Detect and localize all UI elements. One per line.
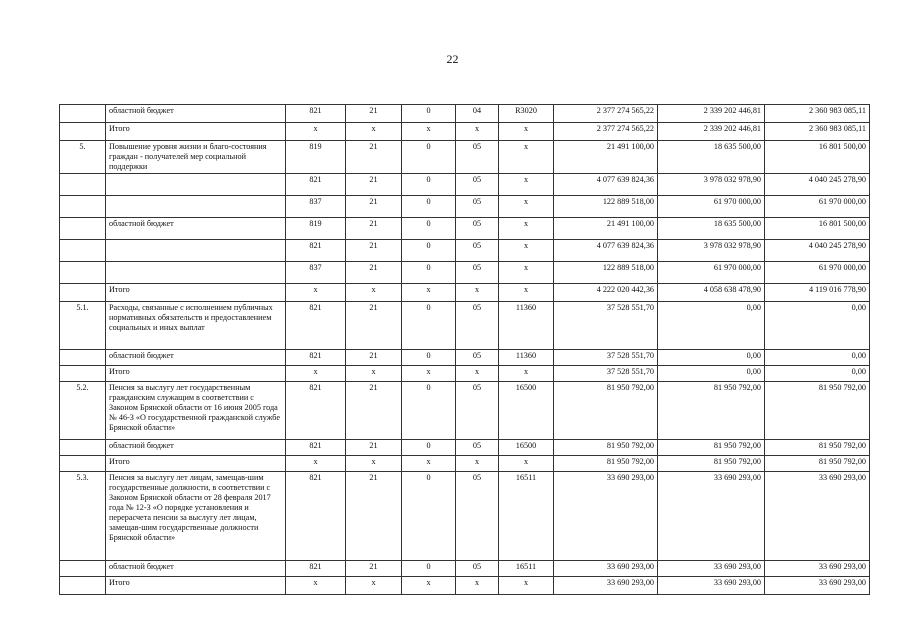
code-direction: х (499, 123, 554, 141)
row-index (60, 262, 106, 284)
code-program: 21 (346, 240, 402, 262)
code-event: х (456, 123, 499, 141)
code-program: 21 (346, 350, 402, 366)
amount-year-2: 18 635 500,00 (658, 141, 765, 174)
code-subprogram: х (402, 123, 456, 141)
amount-year-2: 81 950 792,00 (658, 456, 765, 472)
code-direction: х (499, 174, 554, 196)
code-subprogram: 0 (402, 350, 456, 366)
code-event: х (456, 366, 499, 382)
code-subprogram: 0 (402, 302, 456, 350)
code-direction: х (499, 577, 554, 595)
table-row (60, 561, 870, 577)
code-event: 05 (456, 440, 499, 456)
amount-year-2: 3 978 032 978,90 (658, 174, 765, 196)
code-gp: 821 (286, 105, 346, 123)
amount-year-1: 122 889 518,00 (554, 262, 658, 284)
amount-year-1: 2 377 274 565,22 (554, 105, 658, 123)
page-number: 22 (446, 52, 459, 66)
amount-year-1: 122 889 518,00 (554, 196, 658, 218)
code-subprogram: х (402, 284, 456, 302)
code-gp: 821 (286, 440, 346, 456)
row-index: 5.3. (60, 472, 106, 561)
code-gp: х (286, 123, 346, 141)
row-index (60, 577, 106, 595)
row-description: Итого (106, 456, 286, 472)
code-gp: 821 (286, 472, 346, 561)
amount-year-2: 0,00 (658, 302, 765, 350)
code-gp: х (286, 577, 346, 595)
row-description: Итого (106, 366, 286, 382)
amount-year-1: 21 491 100,00 (554, 218, 658, 240)
table-row (60, 440, 870, 456)
amount-year-3: 61 970 000,00 (765, 196, 870, 218)
row-description: областной бюджет (106, 218, 286, 240)
row-description: Итого (106, 284, 286, 302)
code-gp: 821 (286, 240, 346, 262)
code-subprogram: 0 (402, 561, 456, 577)
row-description: Итого (106, 577, 286, 595)
code-subprogram: 0 (402, 472, 456, 561)
code-direction: 11360 (499, 350, 554, 366)
amount-year-1: 2 377 274 565,22 (554, 123, 658, 141)
row-description (106, 240, 286, 262)
code-event: 05 (456, 174, 499, 196)
amount-year-3: 61 970 000,00 (765, 262, 870, 284)
code-direction: х (499, 196, 554, 218)
row-index (60, 218, 106, 240)
row-index: 5.2. (60, 382, 106, 440)
amount-year-3: 4 119 016 778,90 (765, 284, 870, 302)
amount-year-2: 33 690 293,00 (658, 561, 765, 577)
amount-year-1: 37 528 551,70 (554, 302, 658, 350)
table-row (60, 105, 870, 123)
code-program: 21 (346, 440, 402, 456)
code-event: х (456, 577, 499, 595)
amount-year-3: 81 950 792,00 (765, 440, 870, 456)
code-program: 21 (346, 196, 402, 218)
amount-year-2: 61 970 000,00 (658, 196, 765, 218)
code-direction: х (499, 284, 554, 302)
row-description: Итого (106, 123, 286, 141)
amount-year-1: 4 077 639 824,36 (554, 240, 658, 262)
code-direction: 16500 (499, 440, 554, 456)
code-subprogram: 0 (402, 218, 456, 240)
code-subprogram: 0 (402, 174, 456, 196)
amount-year-3: 4 040 245 278,90 (765, 174, 870, 196)
amount-year-3: 81 950 792,00 (765, 382, 870, 440)
code-event: 05 (456, 350, 499, 366)
code-subprogram: 0 (402, 382, 456, 440)
amount-year-2: 0,00 (658, 350, 765, 366)
amount-year-1: 33 690 293,00 (554, 561, 658, 577)
code-event: 04 (456, 105, 499, 123)
budget-table (59, 104, 870, 595)
amount-year-3: 33 690 293,00 (765, 472, 870, 561)
table-row (60, 456, 870, 472)
amount-year-1: 81 950 792,00 (554, 382, 658, 440)
code-event: 05 (456, 240, 499, 262)
code-program: х (346, 577, 402, 595)
table-row (60, 284, 870, 302)
code-event: х (456, 284, 499, 302)
code-program: 21 (346, 561, 402, 577)
amount-year-2: 2 339 202 446,81 (658, 105, 765, 123)
code-program: х (346, 366, 402, 382)
code-direction: х (499, 366, 554, 382)
amount-year-2: 81 950 792,00 (658, 382, 765, 440)
table-row (60, 196, 870, 218)
code-subprogram: х (402, 366, 456, 382)
amount-year-2: 0,00 (658, 366, 765, 382)
row-description (106, 196, 286, 218)
amount-year-1: 81 950 792,00 (554, 440, 658, 456)
code-gp: 821 (286, 350, 346, 366)
amount-year-1: 37 528 551,70 (554, 366, 658, 382)
table-row (60, 472, 870, 561)
code-direction: 11360 (499, 302, 554, 350)
code-direction: х (499, 456, 554, 472)
row-index (60, 105, 106, 123)
table-row (60, 240, 870, 262)
table-row (60, 174, 870, 196)
row-description: Расходы, связанные с исполнением публичных нормативных обязательств и предоставлением социальных и иных выплат (106, 302, 286, 350)
amount-year-2: 2 339 202 446,81 (658, 123, 765, 141)
code-direction: х (499, 240, 554, 262)
row-index (60, 123, 106, 141)
row-description: областной бюджет (106, 350, 286, 366)
row-description: областной бюджет (106, 561, 286, 577)
code-program: 21 (346, 141, 402, 174)
code-subprogram: 0 (402, 196, 456, 218)
code-gp: х (286, 284, 346, 302)
code-direction: 16511 (499, 472, 554, 561)
row-description: Повышение уровня жизни и благо-состояния граждан - получателей мер социальной поддержки (106, 141, 286, 174)
row-description: областной бюджет (106, 440, 286, 456)
code-direction: х (499, 218, 554, 240)
amount-year-1: 33 690 293,00 (554, 472, 658, 561)
amount-year-3: 0,00 (765, 302, 870, 350)
amount-year-2: 4 058 638 478,90 (658, 284, 765, 302)
code-gp: 819 (286, 218, 346, 240)
table-row (60, 382, 870, 440)
code-event: 05 (456, 302, 499, 350)
row-index (60, 366, 106, 382)
row-index (60, 561, 106, 577)
row-index (60, 196, 106, 218)
amount-year-2: 81 950 792,00 (658, 440, 765, 456)
code-gp: 837 (286, 262, 346, 284)
code-event: 05 (456, 196, 499, 218)
amount-year-3: 81 950 792,00 (765, 456, 870, 472)
row-description: Пенсия за выслугу лет государственным гражданским служащим в соответствии с Законом Брянской области от 16 июня 2005 года № 46-З «О государственной гражданской службе Брянской области» (106, 382, 286, 440)
code-program: 21 (346, 262, 402, 284)
amount-year-1: 33 690 293,00 (554, 577, 658, 595)
amount-year-3: 16 801 500,00 (765, 141, 870, 174)
table-row (60, 262, 870, 284)
amount-year-3: 4 040 245 278,90 (765, 240, 870, 262)
code-program: х (346, 123, 402, 141)
amount-year-3: 33 690 293,00 (765, 577, 870, 595)
amount-year-1: 21 491 100,00 (554, 141, 658, 174)
code-direction: 16511 (499, 561, 554, 577)
row-index (60, 284, 106, 302)
amount-year-3: 0,00 (765, 350, 870, 366)
code-gp: х (286, 366, 346, 382)
code-gp: 821 (286, 382, 346, 440)
code-gp: х (286, 456, 346, 472)
amount-year-3: 33 690 293,00 (765, 561, 870, 577)
code-subprogram: 0 (402, 105, 456, 123)
code-gp: 837 (286, 196, 346, 218)
table-row (60, 123, 870, 141)
amount-year-1: 4 222 020 442,36 (554, 284, 658, 302)
amount-year-2: 33 690 293,00 (658, 577, 765, 595)
code-subprogram: 0 (402, 440, 456, 456)
code-program: 21 (346, 382, 402, 440)
amount-year-2: 33 690 293,00 (658, 472, 765, 561)
code-program: х (346, 456, 402, 472)
amount-year-1: 81 950 792,00 (554, 456, 658, 472)
code-event: 05 (456, 382, 499, 440)
code-gp: 819 (286, 141, 346, 174)
table-row (60, 302, 870, 350)
row-description (106, 174, 286, 196)
amount-year-1: 4 077 639 824,36 (554, 174, 658, 196)
amount-year-3: 16 801 500,00 (765, 218, 870, 240)
table-row (60, 141, 870, 174)
code-direction: х (499, 262, 554, 284)
code-direction: 16500 (499, 382, 554, 440)
row-index: 5. (60, 141, 106, 174)
row-index (60, 174, 106, 196)
row-index (60, 350, 106, 366)
row-description: Пенсия за выслугу лет лицам, замещав-шим государственные должности, в соответствии с Законом Брянской области от 28 февраля 2017 года № 12-З «О порядке установления и перерасчета пенсии за выслугу лет лицам, замещав-шим государственные должности Брянской области» (106, 472, 286, 561)
table-row (60, 577, 870, 595)
code-program: 21 (346, 105, 402, 123)
code-program: 21 (346, 472, 402, 561)
row-index: 5.1. (60, 302, 106, 350)
row-index (60, 440, 106, 456)
amount-year-3: 2 360 983 085,11 (765, 105, 870, 123)
row-description (106, 262, 286, 284)
code-gp: 821 (286, 561, 346, 577)
code-subprogram: х (402, 456, 456, 472)
table-row (60, 350, 870, 366)
code-event: 05 (456, 472, 499, 561)
code-gp: 821 (286, 174, 346, 196)
row-description: областной бюджет (106, 105, 286, 123)
row-index (60, 456, 106, 472)
code-program: х (346, 284, 402, 302)
code-subprogram: 0 (402, 262, 456, 284)
row-index (60, 240, 106, 262)
code-subprogram: х (402, 577, 456, 595)
code-program: 21 (346, 218, 402, 240)
code-event: 05 (456, 218, 499, 240)
budget-table-body (60, 105, 870, 595)
amount-year-2: 61 970 000,00 (658, 262, 765, 284)
table-row (60, 366, 870, 382)
code-program: 21 (346, 174, 402, 196)
amount-year-3: 0,00 (765, 366, 870, 382)
amount-year-2: 3 978 032 978,90 (658, 240, 765, 262)
code-gp: 821 (286, 302, 346, 350)
code-subprogram: 0 (402, 240, 456, 262)
code-program: 21 (346, 302, 402, 350)
code-event: 05 (456, 141, 499, 174)
amount-year-3: 2 360 983 085,11 (765, 123, 870, 141)
amount-year-1: 37 528 551,70 (554, 350, 658, 366)
code-event: 05 (456, 561, 499, 577)
code-subprogram: 0 (402, 141, 456, 174)
code-direction: R3020 (499, 105, 554, 123)
code-event: х (456, 456, 499, 472)
table-row (60, 218, 870, 240)
code-event: 05 (456, 262, 499, 284)
amount-year-2: 18 635 500,00 (658, 218, 765, 240)
code-direction: х (499, 141, 554, 174)
